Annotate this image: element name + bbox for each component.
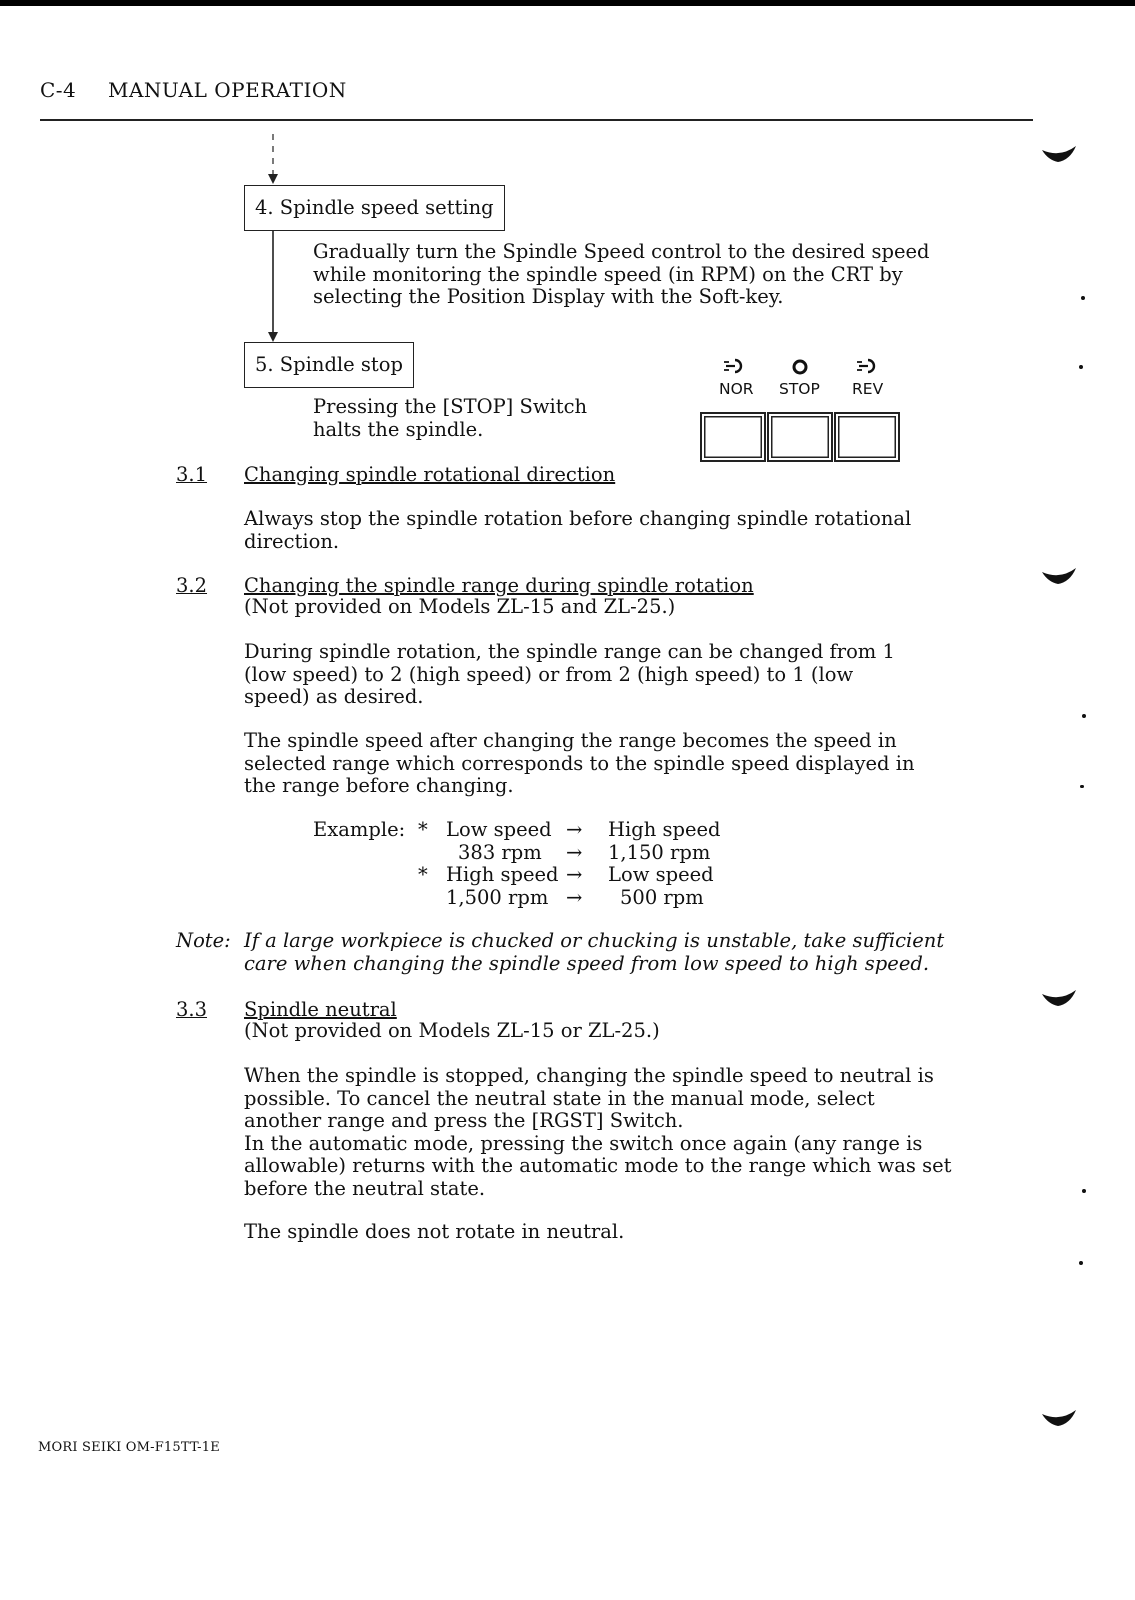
example-from: 383 rpm bbox=[458, 840, 542, 864]
example-to: 500 rpm bbox=[620, 885, 704, 909]
example-bullet: * bbox=[418, 863, 428, 886]
paragraph-line: allowable) returns with the automatic mode to the range which was set bbox=[244, 1154, 952, 1177]
page-title: MANUAL OPERATION bbox=[108, 78, 347, 102]
paragraph-line: During spindle rotation, the spindle range can be changed from 1 bbox=[244, 640, 895, 663]
example-row bbox=[418, 864, 721, 887]
stop-button[interactable] bbox=[767, 412, 833, 462]
example-bullet: * bbox=[418, 818, 428, 841]
section-3-3-paragraph-2: The spindle does not rotate in neutral. bbox=[244, 1220, 625, 1243]
paragraph-line: Always stop the spindle rotation before changing spindle rotational bbox=[244, 507, 912, 530]
step-4-box: 4. Spindle speed setting bbox=[244, 185, 505, 231]
spindle-forward-icon bbox=[723, 357, 745, 375]
spindle-control-panel bbox=[700, 355, 905, 465]
footer-document-id: MORI SEIKI OM-F15TT-1E bbox=[38, 1440, 220, 1455]
speck-mark bbox=[1080, 785, 1084, 788]
section-3-3-paragraph-1 bbox=[244, 1065, 951, 1200]
step-4-text-line: Gradually turn the Spindle Speed control to the desired speed bbox=[313, 240, 930, 263]
circle-stop-icon bbox=[791, 358, 809, 376]
paragraph-line: before the neutral state. bbox=[244, 1176, 486, 1200]
binder-mark bbox=[1040, 128, 1080, 168]
example-label: Example: bbox=[313, 818, 406, 841]
example-bullet bbox=[418, 887, 446, 910]
example-table bbox=[418, 819, 721, 909]
step-4-text-line: selecting the Position Display with the Soft-key. bbox=[313, 285, 784, 308]
paragraph-line: the range before changing. bbox=[244, 774, 514, 797]
example-from: Low speed bbox=[446, 818, 552, 841]
top-border bbox=[0, 0, 1135, 6]
section-3-2-number: 3.2 bbox=[176, 574, 208, 597]
rev-button[interactable] bbox=[834, 412, 900, 462]
example-from: High speed bbox=[446, 863, 559, 886]
speck-mark bbox=[1081, 296, 1085, 300]
binder-mark bbox=[1040, 558, 1080, 598]
example-bullet bbox=[418, 842, 446, 865]
section-3-2-subtitle: (Not provided on Models ZL-15 and ZL-25.) bbox=[244, 595, 676, 618]
example-arrow: → bbox=[566, 863, 583, 886]
binder-mark bbox=[1040, 980, 1080, 1020]
example-arrow: → bbox=[566, 885, 583, 909]
section-3-1-number: 3.1 bbox=[176, 463, 208, 486]
section-3-2-title: Changing the spindle range during spindle rotation bbox=[244, 574, 754, 597]
note-label: Note: bbox=[176, 929, 231, 952]
step-5-text-line: Pressing the [STOP] Switch bbox=[313, 395, 588, 418]
nor-button[interactable] bbox=[700, 412, 766, 462]
section-3-3-title: Spindle neutral bbox=[244, 998, 397, 1021]
note-text bbox=[244, 930, 944, 975]
example-row bbox=[418, 842, 721, 865]
section-3-3-subtitle: (Not provided on Models ZL-15 or ZL-25.) bbox=[244, 1019, 660, 1042]
paragraph-line: selected range which corresponds to the spindle speed displayed in bbox=[244, 751, 915, 775]
paragraph-line: When the spindle is stopped, changing the spindle speed to neutral is bbox=[244, 1064, 934, 1087]
speck-mark bbox=[1079, 1261, 1083, 1265]
step-5-box: 5. Spindle stop bbox=[244, 342, 414, 388]
example-row bbox=[418, 887, 721, 910]
speck-mark bbox=[1082, 714, 1086, 718]
section-3-1-title: Changing spindle rotational direction bbox=[244, 463, 616, 486]
example-to: 1,150 rpm bbox=[608, 840, 711, 864]
section-3-3-number: 3.3 bbox=[176, 998, 208, 1021]
step-5-text bbox=[313, 396, 587, 441]
paragraph-line: possible. To cancel the neutral state in the manual mode, select bbox=[244, 1086, 875, 1110]
speck-mark bbox=[1079, 365, 1083, 369]
paragraph-line: The spindle speed after changing the range becomes the speed in bbox=[244, 729, 897, 752]
section-3-2-paragraph-1 bbox=[244, 641, 895, 709]
paragraph-line: speed) as desired. bbox=[244, 685, 424, 708]
spindle-reverse-icon bbox=[856, 357, 878, 375]
example-arrow: → bbox=[566, 818, 583, 841]
rev-label: REV bbox=[852, 380, 884, 398]
speck-mark bbox=[1082, 1189, 1086, 1193]
paragraph-line: another range and press the [RGST] Switch. bbox=[244, 1109, 684, 1132]
binder-mark bbox=[1040, 1400, 1080, 1440]
page-reference: C-4 bbox=[40, 78, 77, 102]
step-5-text-line: halts the spindle. bbox=[313, 417, 484, 441]
example-row bbox=[418, 819, 721, 842]
note-line: care when changing the spindle speed from low speed to high speed. bbox=[244, 951, 930, 975]
example-to: Low speed bbox=[608, 863, 714, 886]
stop-label: STOP bbox=[779, 380, 820, 398]
section-3-1-text bbox=[244, 508, 911, 553]
step-4-text bbox=[313, 241, 930, 309]
nor-label: NOR bbox=[719, 380, 754, 398]
section-3-2-paragraph-2 bbox=[244, 730, 915, 798]
header-rule bbox=[40, 119, 1033, 121]
flow-connector bbox=[250, 134, 310, 354]
note-line: If a large workpiece is chucked or chucking is unstable, take sufficient bbox=[244, 929, 945, 952]
step-4-text-line: while monitoring the spindle speed (in RPM) on the CRT by bbox=[313, 262, 903, 286]
paragraph-line: direction. bbox=[244, 529, 340, 553]
example-arrow: → bbox=[566, 840, 583, 864]
example-from: 1,500 rpm bbox=[446, 885, 549, 909]
paragraph-line: (low speed) to 2 (high speed) or from 2 (high speed) to 1 (low bbox=[244, 662, 854, 686]
paragraph-line: In the automatic mode, pressing the switch once again (any range is bbox=[244, 1131, 923, 1155]
example-to: High speed bbox=[608, 818, 721, 841]
